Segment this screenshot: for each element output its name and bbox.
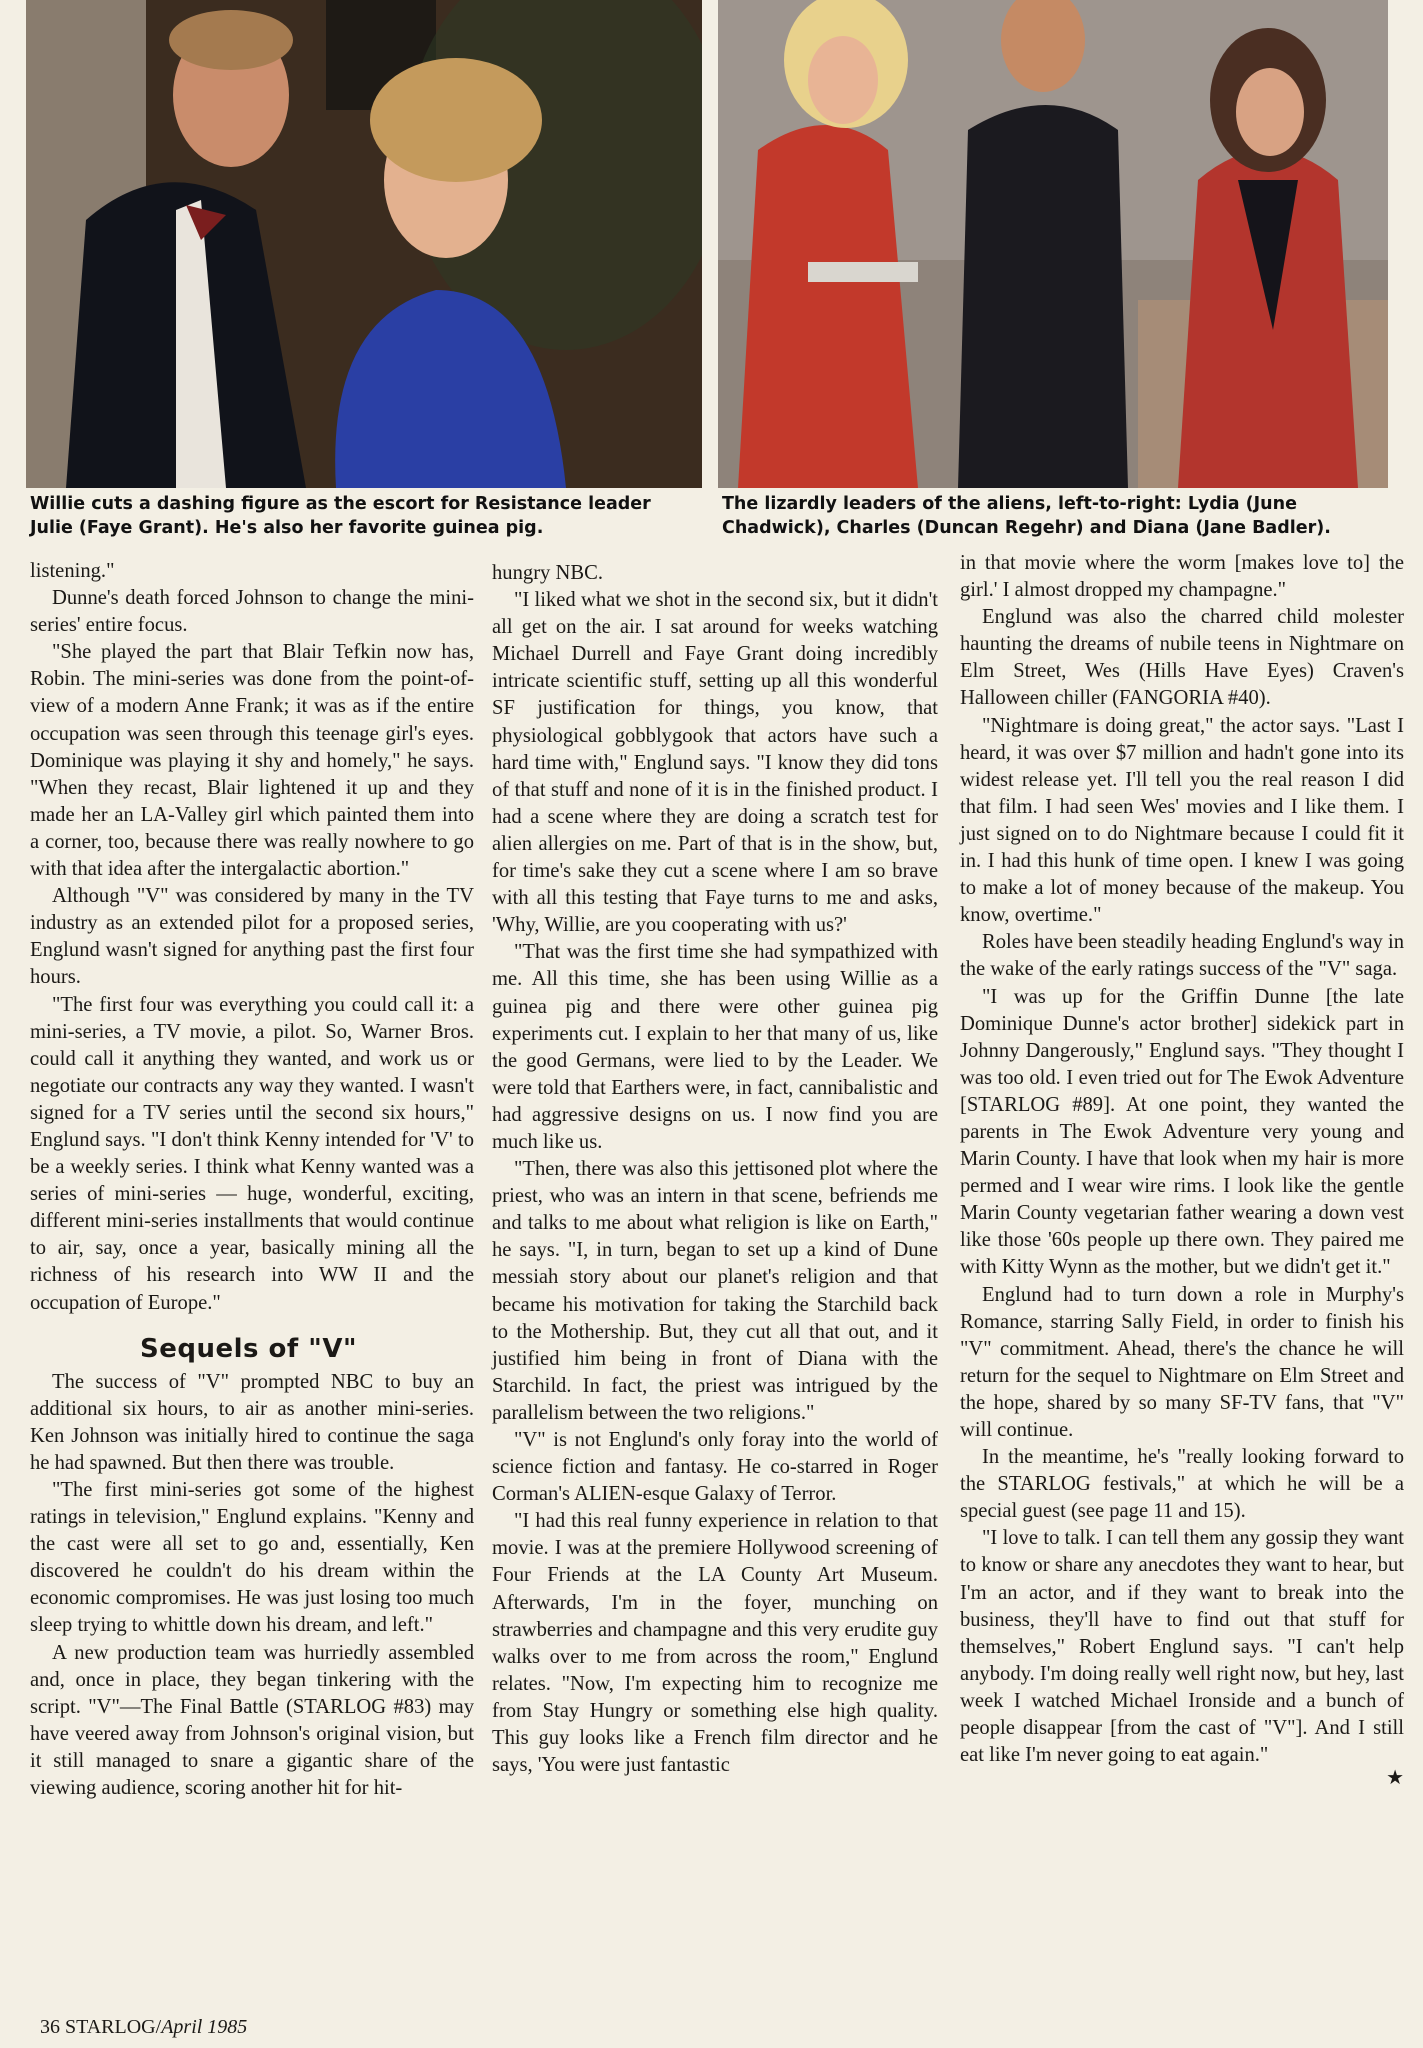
paragraph: "She played the part that Blair Tefkin now has, Robin. The mini-series was done from the point-of-view of a modern Anne Frank; it was as if the entire occupation was seen through this teenage girl's eyes. Dominique was playing it shy and homely," he says. "When they recast, Blair lightened it up and they made her an LA-Valley girl which painted them into a corner, too, because there was really nowhere to go with that idea after the intergalactic abortion." <box>30 641 474 881</box>
paragraph: Englund was also the charred child molester haunting the dreams of nubile teens in Nightmare on Elm Street, Wes (Hills Have Eyes) Craven's Halloween chiller (FANGORIA #40). <box>960 606 1404 710</box>
paragraph: in that movie where the worm [makes love to] the girl.' I almost dropped my champagne." <box>960 552 1404 602</box>
paragraph: "The first mini-series got some of the highest ratings in television," Englund explains. "Kenny and the cast were all set to go and, essentially, Ken discovered he couldn't do his dream within the economic compromises. He was just losing too much sleep trying to whittle down his dream, and left." <box>30 1479 474 1637</box>
article-column-1 <box>30 558 474 1802</box>
paragraph: "I liked what we shot in the second six, but it didn't all get on the air. I sat around for weeks watching Michael Durrell and Faye Grant doing incredibly intricate scientific stuff, setting up all this wonderful SF justification for things, you know, that physiological gobblygook that actors have such a hard time with," Englund says. "I know they did tons of that stuff and none of it is in the finished product. I had a scene where they are doing a scratch test for alien allergies on me. Part of that is in the show, but, for time's sake they cut a scene where I am so brave with all this testing that Faye turns to me and asks, 'Why, Willie, are you cooperating with us?' <box>492 589 938 937</box>
end-mark-star-icon: ★ <box>1386 1767 1404 1790</box>
paragraph: "That was the first time she had sympathized with me. All this time, she has been using Willie as a guinea pig and there were other guinea pig experiments cut. I explain to her that many of us, like the good Germans, were lied to by the Leader. We were told that Earthers were, in fact, cannibalistic and had aggressive designs on us. I now find you are much like us. <box>492 941 938 1153</box>
paragraph: "I love to talk. I can tell them any gossip they want to know or share any anecdotes they want to hear, but I'm an actor, and if they want to break into the business, they'll have to find out that stuff for themselves," Robert Englund says. "I can't help anybody. I'm doing really well right now, but hey, last week I watched Michael Ironside and a bunch of people disappear [from the cast of "V"]. And I still eat like I'm never going to eat again." <box>960 1527 1404 1767</box>
photo-willie-and-julie <box>26 0 702 488</box>
paragraph: Dunne's death forced Johnson to change the mini-series' entire focus. <box>30 587 474 637</box>
paragraph: listening." <box>30 560 115 582</box>
page-footer <box>40 2016 247 2039</box>
paragraph: The success of "V" prompted NBC to buy an additional six hours, to air as another mini-series. Ken Johnson was initially hired to continue the saga he had spawned. But then there was trouble. <box>30 1370 474 1474</box>
section-subheading: Sequels of "V" <box>140 1333 357 1364</box>
magazine-name: STARLOG/ <box>65 2016 162 2038</box>
issue-date: April 1985 <box>161 2016 248 2038</box>
paragraph: In the meantime, he's "really looking forward to the STARLOG festivals," at which he will be a special guest (see page 11 and 15). <box>960 1446 1404 1523</box>
paragraph: "I was up for the Griffin Dunne [the late Dominique Dunne's actor brother] sidekick part in Johnny Dangerously," Englund says. "They thought I was too old. I even tried out for The Ewok Adventure [STARLOG #89]. At one point, they wanted the parents in The Ewok Adventure very young and Marin County. I have that look when my hair is more permed and I wear wire rims. I look like the gentle Marin County vegetarian father wearing a down vest like those '60s people up there own. They paired me with Kitty Wynn as the mother, but we didn't get it." <box>960 985 1404 1279</box>
page-number: 36 <box>40 2016 60 2038</box>
photo-caption-left: Willie cuts a dashing figure as the escort for Resistance leader Julie (Faye Grant). He's also her favorite guinea pig. <box>30 494 651 538</box>
photo-illustration <box>718 0 1388 488</box>
photo-alien-leaders <box>718 0 1388 488</box>
paragraph: "V" is not Englund's only foray into the world of science fiction and fantasy. He co-starred in Roger Corman's ALIEN-esque Galaxy of Terror. <box>492 1429 938 1506</box>
paragraph: Roles have been steadily heading Englund's way in the wake of the early ratings success of the "V" saga. <box>960 931 1404 981</box>
paragraph: "Nightmare is doing great," the actor says. "Last I heard, it was over $7 million and hadn't gone into its widest release yet. I'll tell you the real reason I did that film. I had seen Wes' movies and I like them. I just signed on to do Nightmare because I could fit it in. I had this hunk of time open. I knew I was going to make a lot of money because of the makeup. You know, overtime." <box>960 714 1404 927</box>
photo-caption-right: The lizardly leaders of the aliens, left-to-right: Lydia (June Chadwick), Charles (Duncan Regehr) and Diana (Jane Badler). <box>722 494 1331 538</box>
paragraph: hungry NBC. <box>492 562 603 584</box>
photo-illustration <box>26 0 702 488</box>
paragraph: A new production team was hurriedly assembled and, once in place, they began tinkering with the script. "V"—The Final Battle (STARLOG #83) may have veered away from Johnson's original vision, but it still managed to snare a gigantic share of the viewing audience, scoring another hit for hit- <box>30 1641 474 1800</box>
paragraph: Englund had to turn down a role in Murphy's Romance, starring Sally Field, in order to finish his "V" commitment. Ahead, there's the chance he will return for the sequel to Nightmare on Elm Street and the hope, shared by so many SF-TV fans, that "V" will continue. <box>960 1283 1404 1441</box>
article-column-2 <box>492 560 938 1779</box>
paragraph: Although "V" was considered by many in the TV industry as an extended pilot for a proposed series, Englund wasn't signed for anything past the first four hours. <box>30 885 474 989</box>
paragraph: "I had this real funny experience in relation to that movie. I was at the premiere Hollywood screening of Four Friends at the LA County Art Museum. Afterwards, I'm in the foyer, munching on strawberries and champagne and this very erudite guy walks over to me from across the room," Englund relates. "Now, I'm expecting him to recognize me from Stay Hungry or something else high quality. This guy looks like a French film director and he says, 'You were just fantastic <box>492 1510 938 1777</box>
paragraph: "Then, there was also this jettisoned plot where the priest, who was an intern in that scene, befriends me and talks to me about what religion is like on Earth," he says. "I, in turn, began to set up a kind of Dune messiah story about our planet's religion and that became his motivation for taking the Starchild back to the Mothership. But, they cut all that out, and it justified him being in front of Diana with the Starchild. In fact, the priest was intrigued by the parallelism between the two religions." <box>492 1158 938 1424</box>
paragraph: "The first four was everything you could call it: a mini-series, a TV movie, a pilot. So, Warner Bros. could call it anything they wanted, and work us or negotiate our contracts any way they wanted. I wasn't signed for a TV series until the second six hours," Englund says. "I don't think Kenny intended for 'V' to be a weekly series. I think what Kenny wanted was a series of mini-series — huge, wonderful, exciting, different mini-series installments that would continue to air, say, once a year, basically mining all the richness of his research into WW II and the occupation of Europe." <box>30 993 474 1314</box>
article-column-3 <box>960 550 1404 1792</box>
